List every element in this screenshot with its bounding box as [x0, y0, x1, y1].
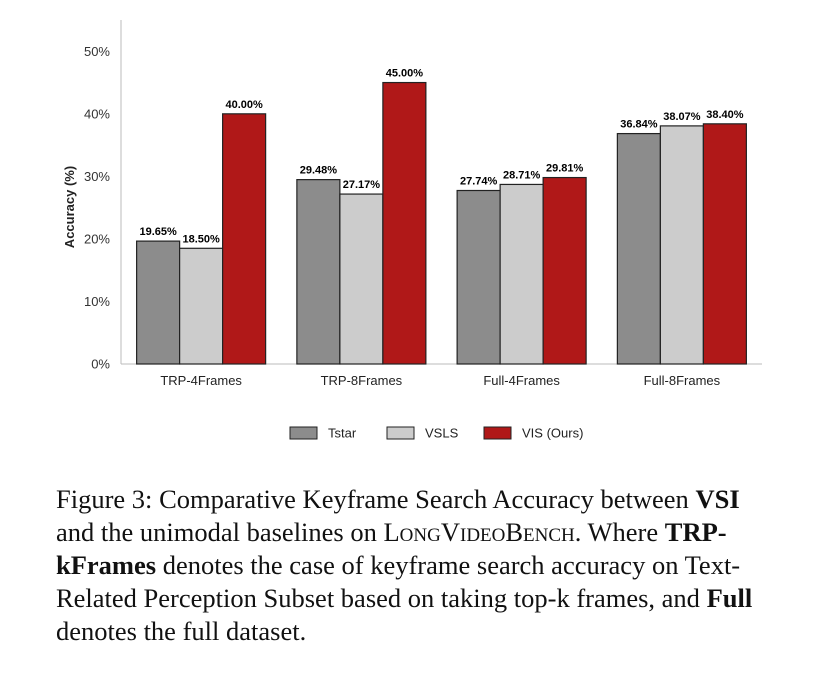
legend-label: VSLS — [425, 425, 459, 441]
x-tick-label: TRP-4Frames — [160, 373, 242, 388]
bar — [703, 124, 746, 364]
legend-swatch — [387, 427, 414, 439]
data-label: 29.48% — [299, 164, 338, 177]
chart-legend — [290, 426, 583, 441]
legend-swatch — [290, 427, 317, 439]
x-tick-label: Full-4Frames — [483, 373, 560, 388]
data-label: 19.65% — [139, 226, 177, 239]
legend-swatch — [484, 427, 511, 439]
data-label: 38.07% — [663, 110, 701, 123]
caption-text: denotes the case of keyframe search accuracy on Text-Related Perception Subset based on taking top-k frames, and — [56, 550, 741, 613]
data-label: 28.71% — [502, 169, 541, 182]
data-label: 45.00% — [385, 67, 424, 80]
bar — [340, 194, 383, 364]
bar — [617, 134, 660, 364]
bar — [660, 126, 703, 364]
data-label: 38.40% — [706, 108, 744, 121]
bar — [383, 83, 426, 364]
y-tick-label: 50% — [83, 43, 110, 59]
y-tick-label: 30% — [83, 168, 110, 184]
data-label: 29.81% — [545, 162, 584, 175]
y-tick-label: 40% — [83, 106, 110, 122]
x-tick-label: Full-8Frames — [643, 373, 721, 388]
y-tick-label: 0% — [91, 356, 110, 372]
data-label: 36.84% — [620, 118, 658, 131]
y-axis-label: Accuracy (%) — [62, 165, 77, 249]
bar — [137, 241, 180, 364]
bar — [223, 114, 266, 364]
caption-text: Comparative Keyframe Search Accuracy between — [152, 484, 696, 514]
caption-text: . Where — [574, 517, 665, 547]
caption-text: and the unimodal baselines on — [56, 517, 384, 547]
caption-figure-label: Figure 3: — [56, 484, 153, 514]
data-label: 27.17% — [342, 179, 381, 192]
x-tick-label: TRP-8Frames — [320, 373, 403, 388]
caption-bold-full: Full — [706, 583, 753, 613]
legend-label: VIS (Ours) — [522, 425, 584, 441]
caption-bold-trp: TRP-kFrames — [56, 517, 727, 580]
data-label: 18.50% — [182, 233, 220, 246]
y-tick-label: 20% — [83, 231, 110, 247]
caption-bold-vsi: VSI — [695, 484, 740, 514]
y-tick-label: 10% — [83, 293, 110, 309]
caption-benchmark-name: LongVideoBench — [383, 517, 575, 547]
bar — [543, 178, 586, 364]
figure-caption — [56, 483, 776, 648]
bar — [297, 180, 340, 364]
bar — [500, 184, 543, 364]
bar — [180, 248, 223, 364]
bar — [457, 190, 500, 364]
caption-text: denotes the full dataset. — [56, 616, 307, 646]
data-label: 40.00% — [225, 98, 263, 111]
legend-label: Tstar — [328, 425, 357, 441]
data-label: 27.74% — [459, 175, 498, 188]
